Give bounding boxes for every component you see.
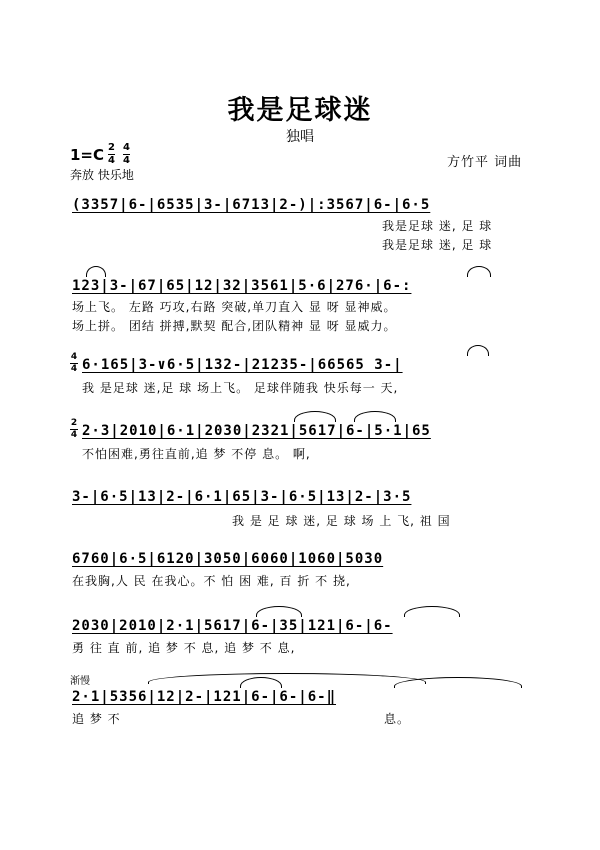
notation-line: 3-|6·5|13|2-|6·1|65|3-|6·5|13|2-|3·5 bbox=[72, 489, 412, 505]
song-title: 我是足球迷 bbox=[227, 95, 373, 126]
tie-slur bbox=[467, 345, 489, 356]
time-sig-num: 4 bbox=[123, 142, 130, 153]
tie-slur bbox=[294, 411, 336, 422]
lyric-line: 在我胸,人 民 在我心。不 怕 困 难, 百 折 不 挠, bbox=[72, 574, 351, 588]
tie-slur bbox=[354, 411, 396, 422]
time-sig-num: 2 bbox=[108, 142, 115, 153]
tie-slur bbox=[86, 266, 106, 277]
author-credit: 方竹平 词曲 bbox=[447, 155, 523, 170]
time-sig-den: 4 bbox=[108, 155, 115, 166]
lyric-line: 不怕困难,勇往直前,追 梦 不停 息。 啊, bbox=[82, 447, 311, 461]
lyric-line: 我是足球 迷, 足 球 bbox=[382, 238, 493, 252]
notation-line: (3357|6-|6535|3-|6713|2-)|:3567|6-|6·5 bbox=[72, 197, 431, 213]
time-signature-2-4 bbox=[108, 143, 115, 166]
tie-slur bbox=[394, 677, 522, 688]
lyric-line: 我是足球 迷, 足 球 bbox=[382, 219, 493, 233]
time-signature-change bbox=[70, 353, 78, 374]
lyric-line: 我 是足球 迷,足 球 场上飞。 足球伴随我 快乐每一 天, bbox=[82, 381, 399, 395]
time-sig-den: 4 bbox=[123, 155, 130, 166]
time-sig-num: 2 bbox=[70, 418, 78, 428]
time-signature-change bbox=[70, 419, 78, 440]
tie-slur bbox=[148, 673, 426, 684]
notation-line: 2·1|5356|12|2-|121|6-|6-|6-‖ bbox=[72, 689, 337, 705]
notation-line: 2030|2010|2·1|5617|6-|35|121|6-|6- bbox=[72, 618, 393, 634]
key-signature: 1=C bbox=[70, 146, 105, 164]
tie-slur bbox=[404, 606, 460, 617]
tempo-marking: 奔放 快乐地 bbox=[70, 168, 134, 182]
lyric-line: 场上拼。 团结 拼搏,默契 配合,团队精神 显 呀 显威力。 bbox=[72, 319, 397, 333]
lyric-line: 勇 往 直 前, 追 梦 不 息, 追 梦 不 息, bbox=[72, 641, 296, 655]
tie-slur bbox=[256, 606, 302, 617]
time-sig-num: 4 bbox=[70, 352, 78, 362]
performance-type: 独唱 bbox=[286, 129, 314, 145]
lyric-line: 场上飞。 左路 巧攻,右路 突破,单刀直入 显 呀 显神威。 bbox=[72, 300, 397, 314]
notation-line: 6·165|3-∨6·5|132-|21235-|66565 3-| bbox=[82, 357, 403, 373]
tempo-change: 渐慢 bbox=[70, 676, 90, 687]
lyric-line: 我 是 足 球 迷, 足 球 场 上 飞, 祖 国 bbox=[232, 514, 451, 528]
time-signature-4-4 bbox=[123, 143, 130, 166]
notation-line: 6760|6·5|6120|3050|6060|1060|5030 bbox=[72, 551, 384, 567]
tie-slur bbox=[467, 266, 491, 277]
notation-line: 123|3-|67|65|12|32|3561|5·6|276·|6-: bbox=[72, 278, 412, 294]
time-sig-den: 4 bbox=[70, 364, 78, 374]
lyric-line: 追 梦 不 bbox=[72, 712, 121, 726]
tie-slur bbox=[240, 677, 282, 688]
time-sig-den: 4 bbox=[70, 430, 78, 440]
notation-line: 2·3|2010|6·1|2030|2321|5617|6-|5·1|65 bbox=[82, 423, 431, 439]
lyric-line: 息。 bbox=[384, 712, 411, 726]
